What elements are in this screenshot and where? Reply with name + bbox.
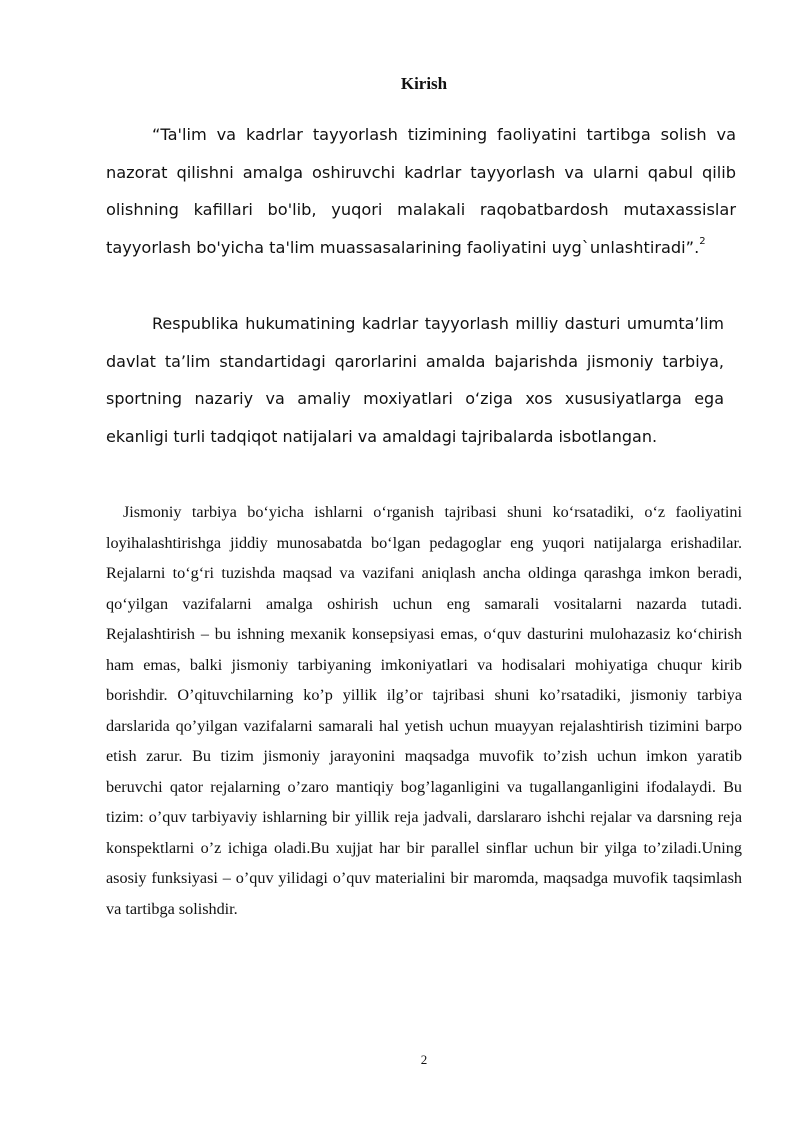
section-heading: Kirish [400, 74, 448, 93]
page-number: 2 [420, 1052, 428, 1067]
quote-text: “Ta'lim va kadrlar tayyorlash tizimining faoliyatini tartibga solish va nazorat qilishni amalga oshiruvchi kadrlar tayyorlash va ularni qabul qilib olishning kafillari bo'lib, yuqori malakali raqobatbardosh mutaxassislar tayyorlash bo'yicha ta'lim muassasalarining faoliyatini uyg`unlashtiradi”. [106, 125, 736, 257]
footnote-marker: 2 [699, 236, 706, 248]
body-paragraph-2: Respublika hukumatining kadrlar tayyorlash milliy dasturi umumta’lim davlat ta’lim standartidagi qarorlarini amalda bajarishda jismoniy tarbiya, sportning nazariy va amaliy moxiyatlari o‘ziga xos xususiyatlarga ega ekanligi turli tadqiqot natijalari va amaldagi tajribalarda isbotlangan. [106, 314, 724, 446]
quote-paragraph [106, 116, 736, 266]
body-paragraph-3: Jismoniy tarbiya bo‘yicha ishlarni o‘rganish tajribasi shuni ko‘rsatadiki, o‘z faoliyatini loyihalashtirishga jiddiy munosabatda bo‘lgan pedagoglar eng yuqori natijalarga erishadilar. Rejalarni to‘g‘ri tuzishda maqsad va vazifani aniqlash ancha oldinga qarashga imkon beradi, qo‘yilgan vazifalarni amalga oshirish uchun eng samarali vositalarni nazarda tutadi. Rejalashtirish – bu ishning mexanik konsepsiyasi emas, o‘quv dasturini mulohazasiz ko‘chirish ham emas, balki jismoniy tarbiyaning imkoniyatlari va hodisalari mohiyatiga chuqur kirib borishdir. O’qituvchilarning ko’p yillik ilg’or tajribasi shuni ko’rsatadiki, jismoniy tarbiya darslarida qo’yilgan vazifalarni samarali hal yetish uchun muayyan rejalashtirish tizimini barpo etish zarur. Bu tizim jismoniy jarayonini maqsadga muvofik to’zish uchun imkon yaratib beruvchi qator rejalarning o’zaro mantiqiy bog’laganligini va tugallanganligini ifodalaydi. Bu tizim: o’quv tarbiyaviy ishlarning bir yillik reja jadvali, darslararo ishchi rejalar va darsning reja konspektlarni o’z ichiga oladi.Bu xujjat har bir parallel sinflar uchun bir yilga to’ziladi.Uning asosiy funksiyasi – o’quv yilidagi o’quv materialini bir maromda, maqsadga muvofik taqsimlash va tartibga solishdir. [106, 503, 742, 918]
